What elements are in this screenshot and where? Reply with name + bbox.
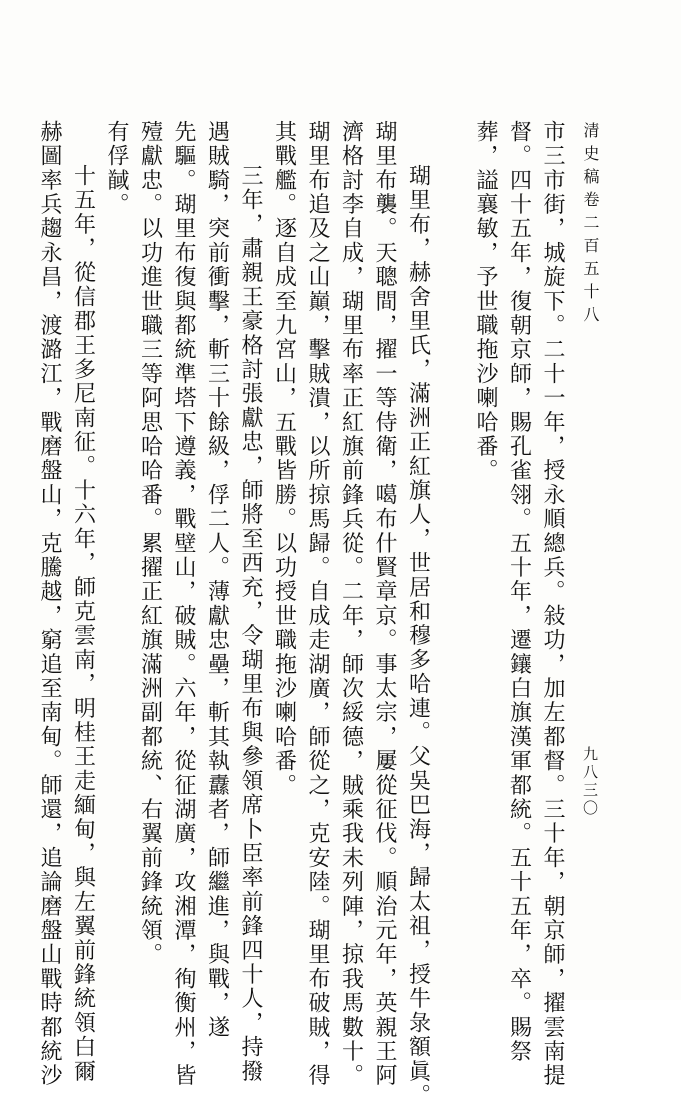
- text-column: 督。四十五年，復朝京師，賜孔雀翎。五十年，遷鑲白旗漢軍都統。五十五年，卒。賜祭: [506, 120, 532, 1064]
- text-column: 殪獻忠。以功進世職三等阿思哈哈番。累擢正紅旗滿洲副都統、右翼前鋒統領。: [137, 120, 163, 967]
- page-number: 九八三〇: [581, 746, 599, 818]
- text-body: [33, 120, 570, 1108]
- text-column: 葬，謚襄敏，予世職拖沙喇哈番。: [473, 120, 498, 483]
- running-header: 清史稿卷二百五十八: [581, 122, 600, 329]
- text-column: 濟格討李自成，瑚里布率正紅旗前鋒兵從。二年，師次綏德，賊乘我未列陣，掠我馬數十。: [338, 120, 364, 1088]
- text-column: 市三市街，城旋下。二十一年，授永順總兵。敍功，加左都督。三十年，朝京師，擢雲南提: [540, 120, 565, 1088]
- text-column: 瑚里布追及之山巔，擊賊潰，以所掠馬歸。自成走湖廣，師從之，克安陸。瑚里布破賊，得: [305, 120, 330, 1088]
- text-column: 十五年，從信郡王多尼南征。十六年，師克雲南，明桂王走緬甸，與左翼前鋒統領白爾: [70, 164, 96, 1084]
- text-column: 其戰艦。逐自成至九宮山，五戰皆勝。以功授世職拖沙喇哈番。: [271, 120, 297, 798]
- text-column: 瑚里布，赫舍里氏，滿洲正紅旗人，世居和穆多哈連。父吳巴海，歸太祖，授牛彔額眞。: [405, 164, 431, 1108]
- text-column: 三年，肅親王豪格討張獻忠，師將至西充，令瑚里布與參領席卜臣率前鋒四十人，持撥: [238, 164, 263, 1084]
- text-column: 有俘馘。: [104, 120, 129, 217]
- text-column: 赫圖率兵趨永昌，渡潞江，戰磨盤山，克騰越，窮追至南甸。師還，追論磨盤山戰時都統沙: [37, 120, 62, 1088]
- text-column: 先驅。瑚里布復與都統準塔下遵義，戰壁山，破賊。六年，從征湖廣，攻湘潭，徇衡州，皆: [171, 120, 196, 1088]
- text-column: 遇賊騎，突前衝擊，斬三十餘級，俘二人。薄獻忠壘，斬其執纛者，師繼進，與戰，遂: [204, 120, 230, 1040]
- text-column: 瑚里布襲。天聰間，擢一等侍衛，噶布什賢章京。事太宗，屢從征伐。順治元年，英親王阿: [372, 120, 397, 1088]
